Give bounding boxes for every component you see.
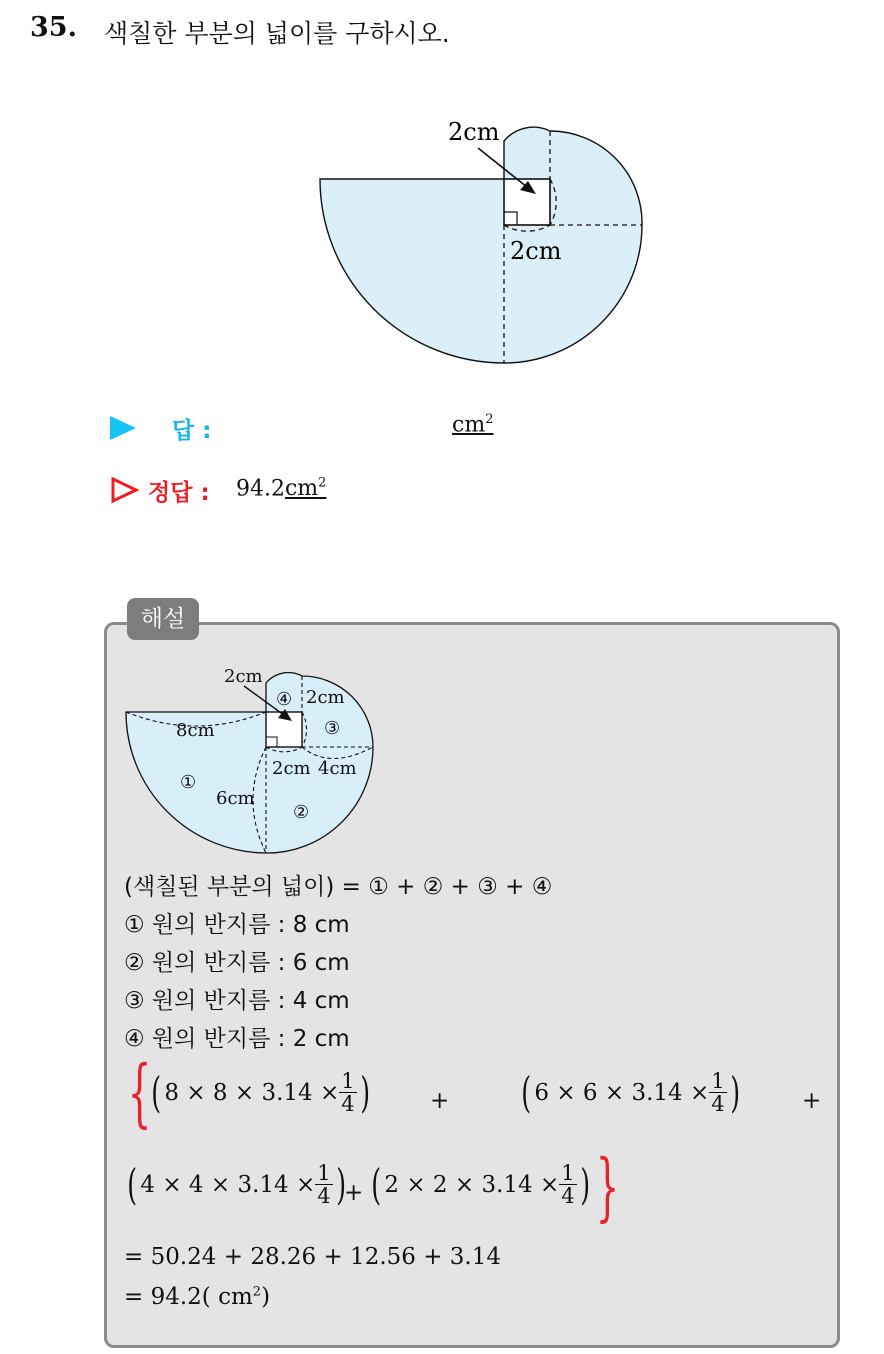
left-brace: {: [127, 1050, 152, 1136]
correct-value: $94.2cm^2$: [236, 476, 327, 502]
term-2: ( 6 × 6 × 3.14 × $\frac{1}{4}$ ): [521, 1067, 740, 1117]
sol-label-6cm: 6cm: [216, 788, 255, 809]
radius-line-2: ② 원의 반지름 : 6 cm: [124, 950, 350, 976]
term-3: ( 4 × 4 × 3.14 × $\frac{1}{4}$ ): [127, 1159, 346, 1209]
correct-label: 정답 :: [148, 480, 210, 506]
plus-2: +: [802, 1088, 822, 1114]
answer-unit: $cm^2$: [452, 412, 494, 438]
plus-1: +: [430, 1088, 450, 1114]
sol-label-top: 2cm: [224, 666, 263, 687]
sol-label-c4: ④: [276, 689, 293, 710]
right-brace: }: [595, 1144, 620, 1230]
question-number: 35.: [30, 12, 77, 43]
sol-label-mid: 2cm: [272, 758, 311, 779]
radius-line-4: ④ 원의 반지름 : 2 cm: [124, 1026, 350, 1052]
question-text: 색칠한 부분의 넓이를 구하시오.: [104, 19, 450, 48]
sol-label-right: 2cm: [306, 687, 345, 708]
sol-label-4cm: 4cm: [318, 758, 357, 779]
solution-line-area: (색칠된 부분의 넓이) = ① + ② + ③ + ④: [124, 874, 553, 900]
sol-label-c1: ①: [180, 772, 197, 793]
term-1: ( 8 × 8 × 3.14 × $\frac{1}{4}$ ): [151, 1067, 370, 1117]
result-line-1: = 50.24 + 28.26 + 12.56 + 3.14: [124, 1244, 502, 1270]
solution-tab: 해설: [127, 598, 199, 640]
sol-label-8cm: 8cm: [176, 720, 215, 741]
label-bottom: 2cm: [510, 237, 562, 265]
sol-label-c3: ③: [324, 718, 341, 739]
radius-line-1: ① 원의 반지름 : 8 cm: [124, 912, 350, 938]
result-line-2: = 94.2( $cm^2$): [124, 1284, 271, 1310]
radius-line-3: ③ 원의 반지름 : 4 cm: [124, 988, 350, 1014]
answer-label: 답 :: [172, 418, 212, 444]
label-top: 2cm: [448, 118, 500, 146]
plus-3: +: [344, 1180, 364, 1206]
sol-label-c2: ②: [293, 802, 310, 823]
term-4: ( 2 × 2 × 3.14 × $\frac{1}{4}$ ): [371, 1159, 590, 1209]
